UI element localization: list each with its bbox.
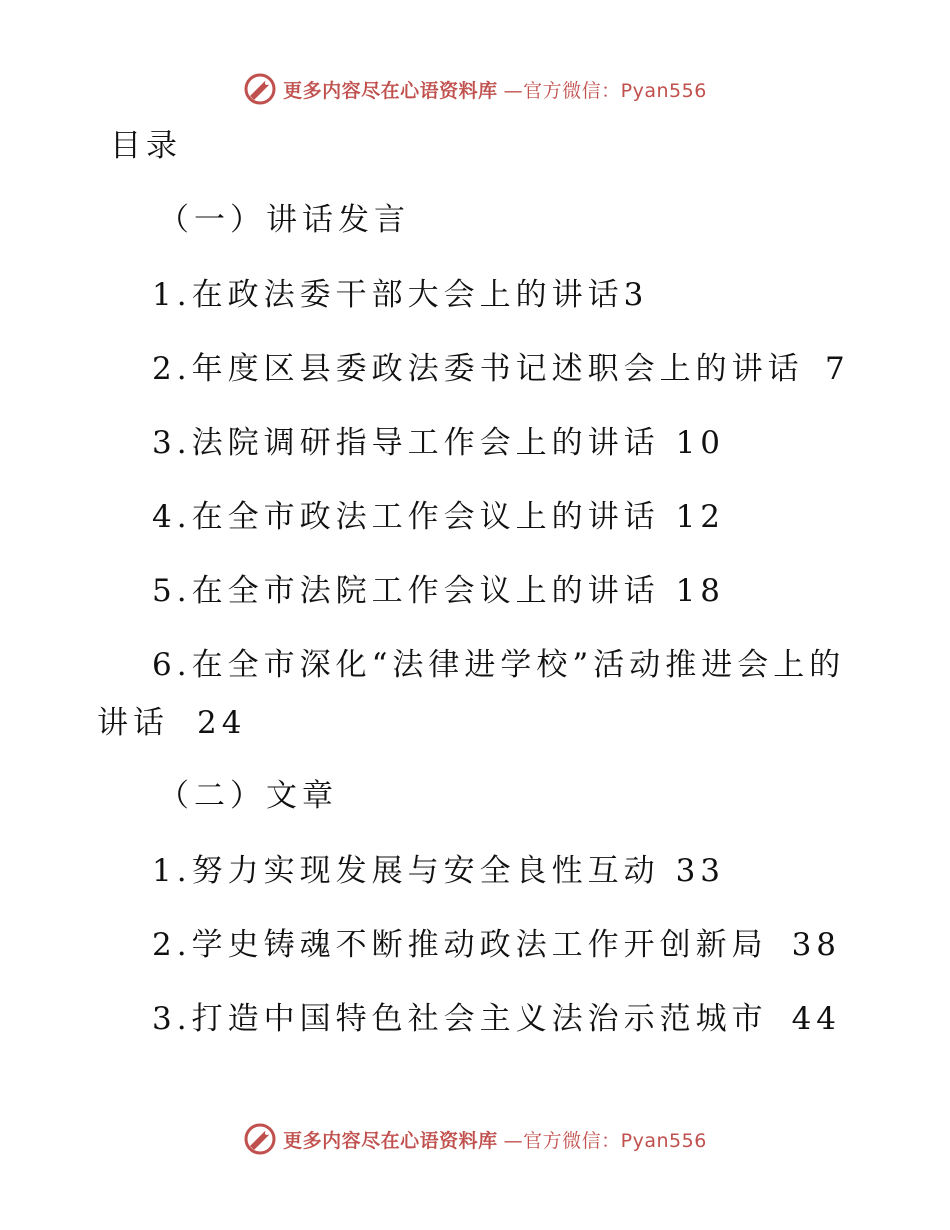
section-heading-1: （一）讲话发言 [158,202,410,238]
banner-sub-text: —官方微信：Pyan556 [503,1129,707,1152]
toc-entry-title: 2.年度区县委政法委书记述职会上的讲话 [152,351,804,387]
toc-entry-page: 12 [675,499,726,535]
toc-entry-title: 1.努力实现发展与安全良性互动 [152,853,660,889]
toc-entry-page: 3 [623,277,649,313]
toc-entry-page: 24 [197,705,247,741]
header-watermark [0,72,950,106]
pen-nib-logo-icon [243,1122,277,1156]
toc-entry-title: 4.在全市政法工作会议上的讲话 [152,499,660,535]
toc-entry-title: 6.在全市深化“法律进学校”活动推进会上的 [152,647,846,683]
toc-entry [152,645,845,685]
toc-entry-page: 10 [675,425,726,461]
toc-entry-page: 38 [791,927,842,963]
toc-entry-title: 1.在政法委干部大会上的讲话 [152,277,624,313]
toc-entry-title-cont: 讲话 [97,705,169,741]
toc-entry-title: 3.打造中国特色社会主义法治示范城市 [152,1001,768,1037]
toc-title: 目录 [110,128,182,164]
toc-entry-page: 44 [791,1001,842,1037]
toc-entry [152,925,841,965]
toc-entry-title: 2.学史铸魂不断推动政法工作开创新局 [152,927,768,963]
toc-entry-page: 33 [675,853,726,889]
toc-entry [152,275,648,315]
toc-entry [152,349,850,389]
banner-main-text: 更多内容尽在心语资料库 [283,1129,498,1152]
toc-entry [152,999,841,1039]
toc-entry [152,851,725,891]
pen-nib-logo-icon [243,72,277,106]
toc-entry-title: 3.法院调研指导工作会上的讲话 [152,425,660,461]
toc-entry-continuation [97,703,246,743]
toc-entry [152,571,725,611]
toc-entry-page: 7 [825,351,850,387]
banner-sub-text: —官方微信：Pyan556 [503,79,707,102]
banner-main-text: 更多内容尽在心语资料库 [283,79,498,102]
toc-entry-title: 5.在全市法院工作会议上的讲话 [152,573,660,609]
toc-entry-page: 18 [675,573,726,609]
toc-entry [152,497,725,537]
section-heading-2: （二）文章 [158,778,338,814]
footer-watermark [0,1122,950,1156]
toc-entry [152,423,725,463]
